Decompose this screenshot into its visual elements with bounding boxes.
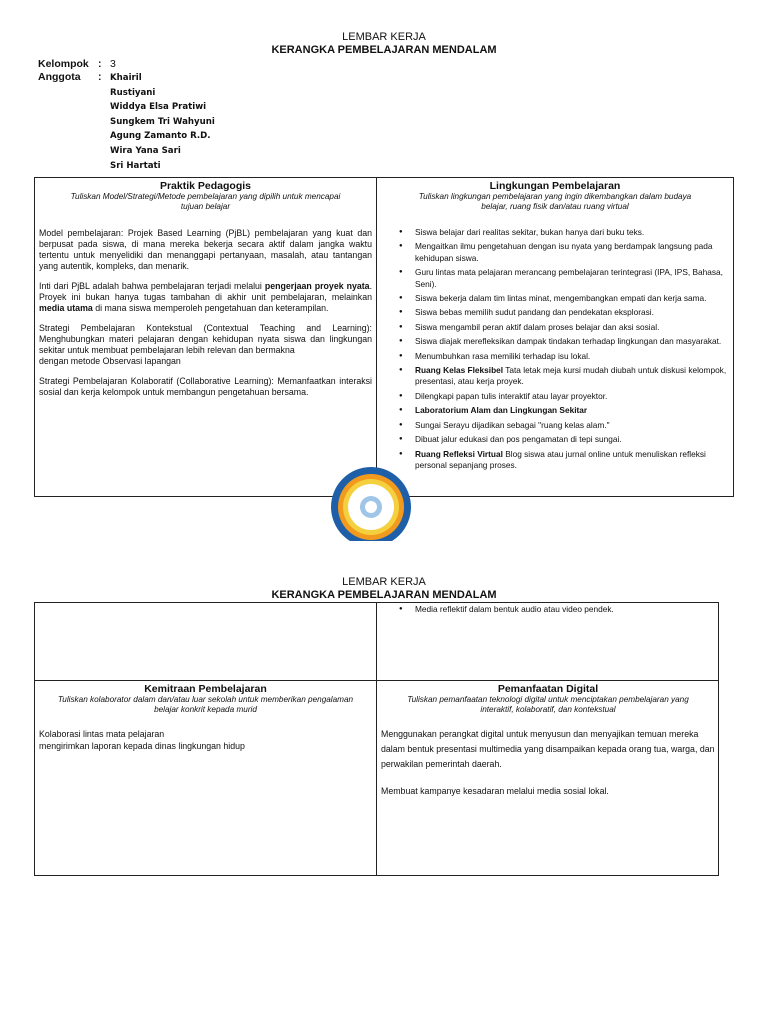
text-bold: pengerjaan proyek nyata (264, 281, 370, 291)
text-run: Strategi Pembelajaran Kontekstual (Contextual Teaching and Learning): Menghubungkan materi pelajaran dengan kehidupan nyata siswa dan lingkungan sekitar untuk membuat pembelajaran lebih relevan dan bermakna (39, 323, 372, 355)
text-run: di mana siswa memperoleh pengetahuan dan keterampilan. (92, 303, 329, 313)
lingkungan-item (415, 449, 729, 472)
lingkungan-item (415, 365, 729, 388)
pemanfaatan-body (381, 727, 715, 799)
lingkungan-item (415, 307, 729, 318)
lingkungan-item (415, 434, 729, 445)
heading-pemanfaatan: Pemanfaatan Digital (497, 683, 599, 695)
kelompok-value: 3 (110, 58, 116, 70)
title-line-1: LEMBAR KERJA (342, 576, 426, 588)
table-page1 (34, 177, 734, 497)
lingkungan-item (415, 336, 729, 347)
lingkungan-item (415, 322, 729, 333)
anggota-label: Anggota (38, 71, 81, 83)
lingkungan-item (415, 420, 729, 431)
lingkungan-item (415, 391, 729, 402)
group-info (38, 58, 116, 84)
kelompok-label: Kelompok (38, 58, 89, 70)
item-text: Menumbuhkan rasa memiliki terhadap isu lokal. (415, 350, 591, 361)
lingkungan-item (415, 405, 729, 416)
cell-continued (377, 604, 719, 618)
cell-pemanfaatan-digital (377, 683, 719, 811)
item-text: Siswa mengambil peran aktif dalam proses belajar dan aksi sosial. (415, 321, 660, 332)
paragraph-kolaborasi: Kolaborasi lintas mata pelajaran (39, 729, 165, 739)
paragraph-perangkat: Menggunakan perangkat digital untuk menyusun dan menyajikan temuan mereka dalam bentuk presentasi multimedia yang disampaikan kepada orang tua, warga, dan perwakilan pemerintah daerah. (381, 729, 715, 769)
cell-kemitraan (35, 683, 376, 752)
heading-kemitraan: Kemitraan Pembelajaran (144, 683, 267, 695)
item-bold: Ruang Refleksi Virtual (415, 448, 503, 459)
lingkungan-list (381, 227, 729, 471)
member-name: Sungkem Tri Wahyuni (110, 116, 215, 127)
title-line-2: KERANGKA PEMBELAJARAN MENDALAM (271, 44, 497, 56)
row-divider (35, 680, 718, 681)
lingkungan-item (415, 351, 729, 362)
page2-title (0, 576, 768, 602)
cell-praktik-pedagogis (35, 180, 376, 407)
subtitle-praktik: Tuliskan Model/Strategi/Metode pembelajaran yang dipilih untuk mencapai tujuan belajar (70, 192, 341, 211)
item-text: Siswa diajak merefleksikan dampak tindakan terhadap lingkungan dan masyarakat. (415, 336, 722, 347)
heading-praktik-pedagogis: Praktik Pedagogis (159, 180, 252, 192)
text-bold: media utama (39, 303, 93, 313)
paragraph-model: Model pembelajaran: Projek Based Learning (PjBL) pembelajaran yang kuat dan berpusat pada siswa, di mana mereka bekerja secara aktif dalam jangka waktu tertentu untuk menyelidiki dan menanggapi pertanyaan, masalah, atau tantangan yang autentik, kompleks, dan menarik. (39, 228, 372, 271)
subtitle-kemitraan: Tuliskan kolaborator dalam dan/atau luar sekolah untuk memberikan pengalaman belajar konkrit kepada murid (57, 695, 354, 714)
text-run: . Proyek ini bukan hanya tugas tambahan di akhir unit pembelajaran, melainkan (39, 281, 373, 302)
item-text: Siswa belajar dari realitas sekitar, bukan hanya dari buku teks. (415, 227, 645, 237)
member-name: Agung Zamanto R.D. (110, 131, 211, 142)
paragraph-kontekstual (39, 323, 372, 367)
colon: : (98, 71, 102, 83)
subtitle-lingkungan: Tuliskan lingkungan pembelajaran yang ingin dikembangkan dalam budaya belajar, ruang fisik dan/atau ruang virtual (418, 192, 692, 211)
item-text: Guru lintas mata pelajaran merancang pembelajaran terintegrasi (IPA, IPS, Bahasa, Seni). (415, 267, 723, 289)
item-text: Tata letak meja kursi mudah diubah untuk diskusi kelompok, presentasi, atau kerja proyek. (415, 365, 727, 387)
title-line-1: LEMBAR KERJA (342, 31, 426, 43)
text-run: dengan metode Observasi lapangan (39, 356, 181, 366)
member-name: Sri Hartati (110, 160, 161, 171)
lingkungan-item (415, 267, 729, 290)
member-name: Wira Yana Sari (110, 145, 181, 156)
item-bold: Ruang Kelas Fleksibel (415, 365, 504, 376)
item-text: Dibuat jalur edukasi dan pos pengamatan di tepi sungai. (415, 434, 622, 445)
item-text: Mengaitkan ilmu pengetahuan dengan isu nyata yang berdampak langsung pada kehidupan siswa. (415, 241, 713, 263)
paragraph-inti (39, 281, 372, 314)
paragraph-kampanye: Membuat kampanye kesadaran melalui media sosial lokal. (381, 786, 609, 796)
member-name: Widdya Elsa Pratiwi (110, 102, 207, 113)
heading-lingkungan: Lingkungan Pembelajaran (489, 180, 621, 192)
continued-list (381, 604, 715, 615)
member-name: Rustiyani (110, 87, 156, 98)
lingkungan-item (415, 241, 729, 264)
text-run: Inti dari PjBL adalah bahwa pembelajaran terjadi melalui (39, 281, 265, 291)
member-list (110, 71, 215, 173)
member-name: Khairil (110, 73, 142, 83)
list-item: ● Media reflektif dalam bentuk audio atau video pendek. (415, 604, 715, 615)
paragraph-laporan: mengirimkan laporan kepada dinas lingkungan hidup (39, 741, 245, 751)
kemitraan-body (39, 728, 372, 752)
item-bold: Laboratorium Alam dan Lingkungan Sekitar (415, 405, 588, 416)
item-text: Blog siswa atau jurnal online untuk menuliskan refleksi personal sepanjang proses. (415, 448, 706, 470)
paragraph-kolaboratif: Strategi Pembelajaran Kolaboratif (Collaborative Learning): Memanfaatkan interaksi sosial dan kerja kelompok untuk membangun pengetahuan bersama. (39, 376, 372, 397)
lingkungan-item (415, 227, 729, 238)
colon: : (98, 58, 102, 70)
item-text: Dilengkapi papan tulis interaktif atau layar proyektor. (415, 390, 608, 401)
table-page2 (34, 602, 719, 876)
cell-lingkungan-pembelajaran (377, 180, 733, 474)
praktik-body (39, 228, 372, 398)
item-text: Sungai Serayu dijadikan sebagai "ruang kelas alam." (415, 419, 610, 430)
item-text: Siswa bekerja dalam tim lintas minat, mengembangkan empati dan kerja sama. (415, 293, 707, 304)
lingkungan-item (415, 293, 729, 304)
item-text: Siswa bebas memilih sudut pandang dan pendekatan eksplorasi. (415, 307, 654, 318)
page1-title (0, 31, 768, 57)
subtitle-pemanfaatan: Tuliskan pemanfaatan teknologi digital untuk menciptakan pembelajaran yang interaktif, kolaboratif, dan kontekstual (407, 695, 689, 714)
deep-learning-logo (329, 465, 413, 545)
title-line-2: KERANGKA PEMBELAJARAN MENDALAM (271, 589, 497, 601)
